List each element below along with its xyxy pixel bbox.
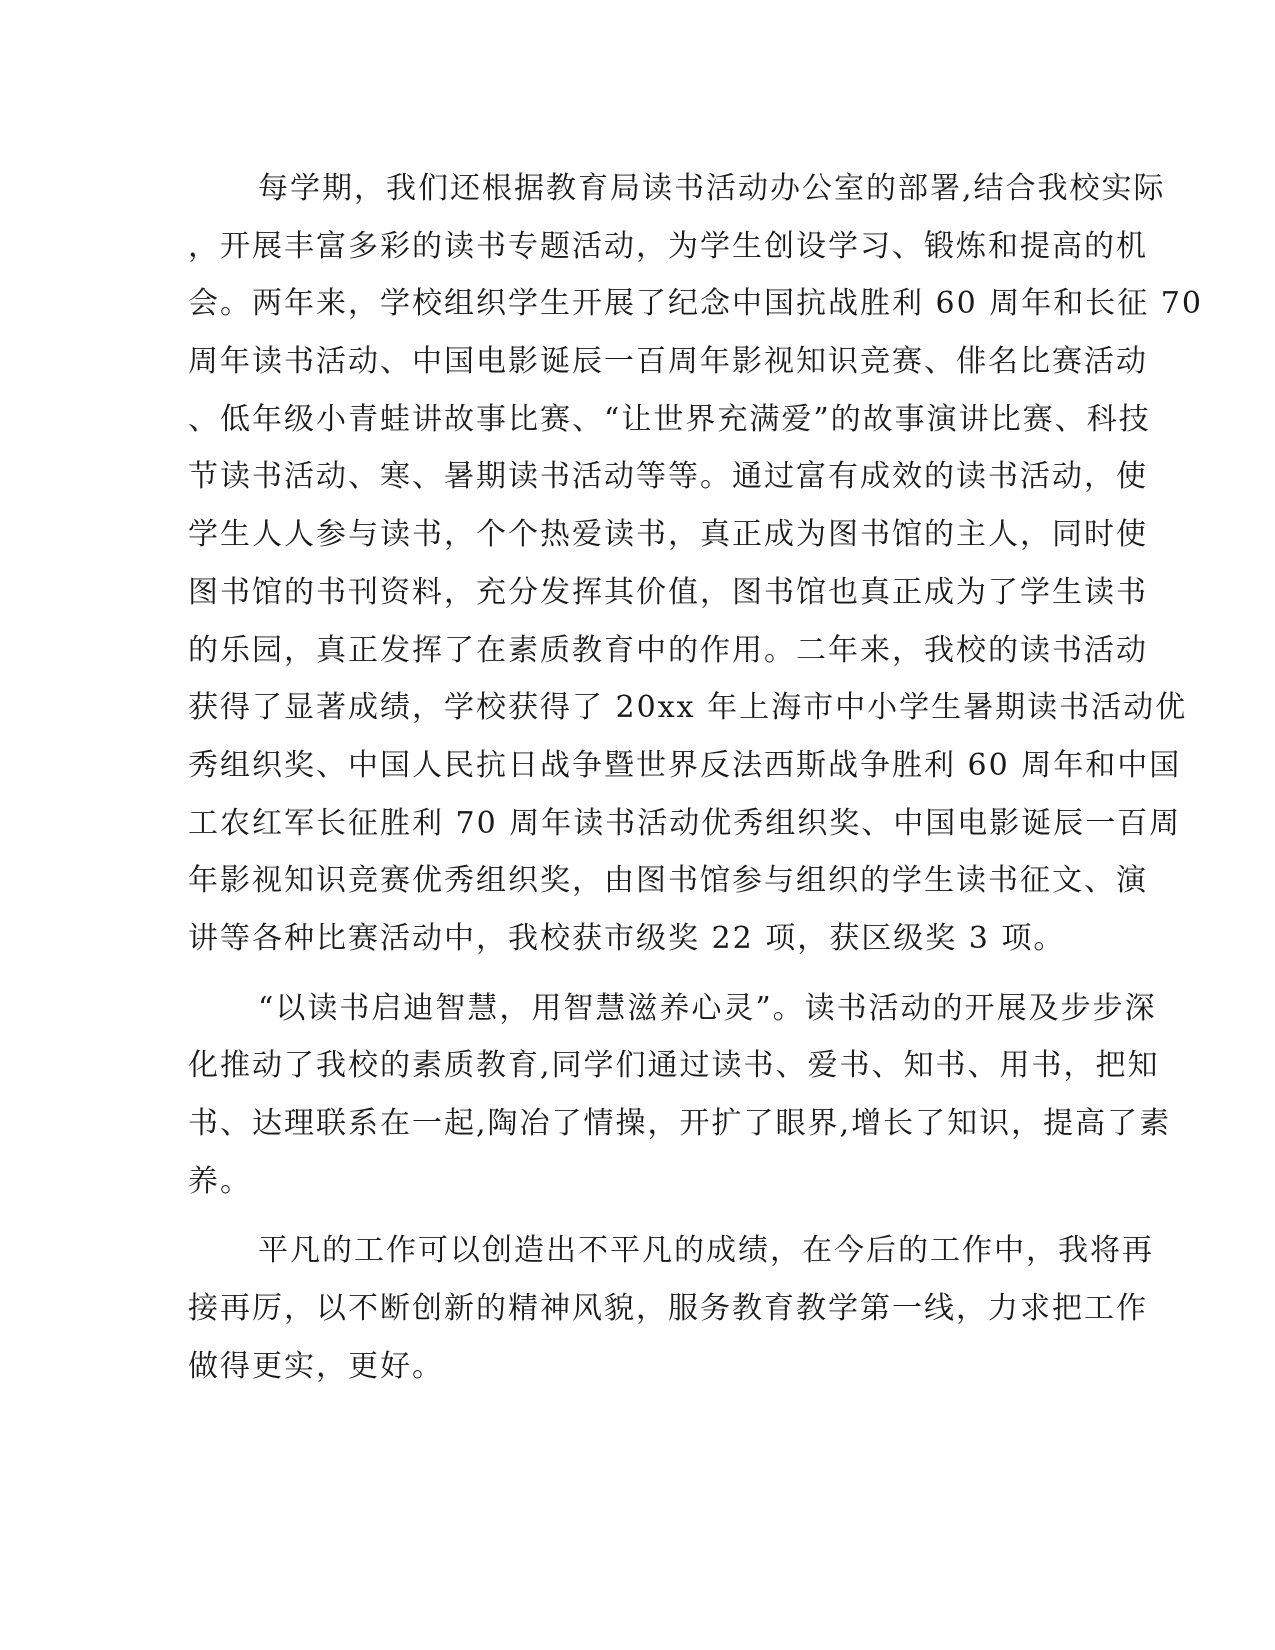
paragraph-line: 年影视知识竞赛优秀组织奖，由图书馆参与组织的学生读书征文、演 (188, 863, 1148, 899)
paragraph-line: 图书馆的书刊资料，充分发挥其价值，图书馆也真正成为了学生读书 (188, 574, 1148, 610)
paragraph-line: 工农红军长征胜利 70 周年读书活动优秀组织奖、中国电影诞辰一百周 (188, 805, 1182, 841)
paragraph-line: 平凡的工作可以创造出不平凡的成绩，在今后的工作中，我将再 (258, 1233, 1154, 1269)
paragraph-spacer (188, 1210, 1088, 1222)
paragraph-line: 、低年级小青蛙讲故事比赛、“让世界充满爱”的故事演讲比赛、科技 (188, 401, 1151, 437)
paragraph-line: ，开展丰富多彩的读书专题活动，为学生创设学习、锻炼和提高的机 (188, 228, 1148, 264)
paragraph-line: 接再厉，以不断创新的精神风貌，服务教育教学第一线，力求把工作 (188, 1291, 1148, 1327)
paragraph-line: 养。 (188, 1163, 252, 1199)
paragraph-line: 秀组织奖、中国人民抗日战争暨世界反法西斯战争胜利 60 周年和中国 (188, 747, 1182, 783)
paragraph-line: 周年读书活动、中国电影诞辰一百周年影视知识竞赛、俳名比赛活动 (188, 344, 1148, 380)
paragraph-line: 会。两年来，学校组织学生开展了纪念中国抗战胜利 60 周年和长征 70 (188, 286, 1203, 322)
paragraph-line: 学生人人参与读书，个个热爱读书，真正成为图书馆的主人，同时使 (188, 517, 1148, 553)
paragraph-spacer (188, 968, 1088, 980)
paragraph-conclusion (188, 1222, 1154, 1395)
paragraph-line: “以读书启迪智慧，用智慧滋养心灵”。读书活动的开展及步步深 (258, 990, 1157, 1026)
paragraph-line: 节读书活动、寒、暑期读书活动等等。通过富有成效的读书活动，使 (188, 459, 1148, 495)
paragraph-reading-activities (188, 160, 1203, 968)
paragraph-line: 化推动了我校的素质教育,同学们通过读书、爱书、知书、用书，把知 (188, 1048, 1160, 1084)
paragraph-wisdom (188, 980, 1172, 1211)
paragraph-line: 做得更实，更好。 (188, 1348, 444, 1384)
paragraph-line: 书、达理联系在一起,陶冶了情操，开扩了眼界,增长了知识，提高了素 (188, 1106, 1172, 1141)
paragraph-line: 每学期，我们还根据教育局读书活动办公室的部署,结合我校实际 (258, 171, 1166, 206)
paragraph-line: 的乐园，真正发挥了在素质教育中的作用。二年来，我校的读书活动 (188, 632, 1148, 668)
document-body (188, 160, 1203, 1395)
paragraph-line: 获得了显著成绩，学校获得了 20xx 年上海市中小学生暑期读书活动优 (188, 690, 1188, 726)
paragraph-line: 讲等各种比赛活动中，我校获市级奖 22 项，获区级奖 3 项。 (188, 920, 1066, 956)
